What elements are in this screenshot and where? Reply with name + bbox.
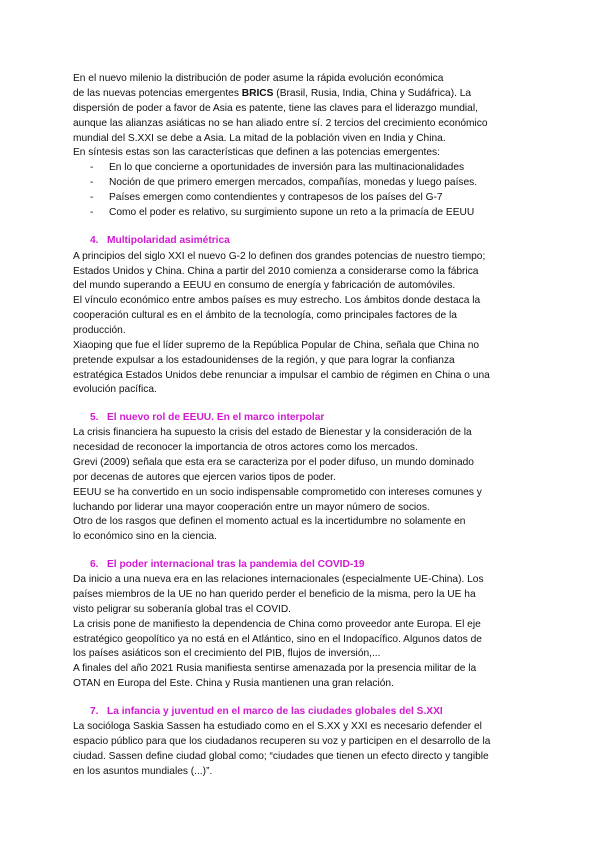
paragraph-line: La crisis financiera ha supuesto la crisis del estado de Bienestar y la consideración de la (73, 427, 472, 438)
brics-term: BRICS (241, 88, 274, 99)
paragraph-line: mundial del S.XXI se debe a Asia. La mitad de la población viven en India y China. (73, 133, 446, 144)
paragraph-line: Grevi (2009) señala que esta era se caracteriza por el poder difuso, un mundo dominado (73, 457, 474, 468)
text-run: (Brasil, Rusia, India, China y Sudáfrica). La (273, 88, 472, 99)
bullet-item: Países emergen como contendientes y contrapesos de los países del G-7 (109, 192, 443, 203)
bullet-marker: - (90, 207, 94, 218)
paragraph-line: estratégica Estados Unidos debe renunciar a impulsar el cambio de régimen en China o una (73, 370, 490, 381)
paragraph-line: por decenas de autores que ejercen varios tipos de poder. (73, 472, 336, 483)
paragraph-line: cooperación cultural es en el ámbito de la tecnología, como principales factores de la (73, 310, 457, 321)
paragraph-line: Da inicio a una nueva era en las relaciones internacionales (especialmente UE-China). Los (73, 574, 484, 585)
paragraph-line: La crisis pone de manifiesto la dependencia de China como proveedor ante Europa. El eje (73, 619, 481, 630)
paragraph-line: lo económico sino en la ciencia. (73, 531, 217, 542)
bullet-item: En lo que concierne a oportunidades de inversión para las multinacionalidades (109, 162, 465, 173)
paragraph-line: La socióloga Saskia Sassen ha estudiado como en el S.XX y XXI es necesario defender el (73, 721, 482, 732)
bullet-marker: - (90, 177, 94, 188)
section-number: 4. (90, 235, 99, 246)
paragraph-line: Otro de los rasgos que definen el momento actual es la incertidumbre no solamente en (73, 516, 466, 527)
section-title: La infancia y juventud en el marco de las ciudades globales del S.XXI (107, 706, 443, 717)
paragraph-line: OTAN en Europa del Este. China y Rusia mantienen una gran relación. (73, 678, 394, 689)
section-title: Multipolaridad asimétrica (107, 235, 230, 246)
paragraph-line: evolución pacífica. (73, 384, 157, 395)
section-number: 5. (90, 412, 99, 423)
section-title: El nuevo rol de EEUU. En el marco interpolar (107, 412, 325, 423)
paragraph-line: El vínculo económico entre ambos países es muy estrecho. Los ámbitos donde destaca la (73, 295, 481, 306)
paragraph-line: espacio público para que los ciudadanos recuperen su voz y participen en el desarrollo de la (73, 736, 491, 747)
text-run: de las nuevas potencias emergentes (73, 88, 242, 99)
paragraph-line: En el nuevo milenio la distribución de poder asume la rápida evolución económica (73, 73, 444, 84)
bullet-item: Noción de que primero emergen mercados, compañías, monedas y luego países. (109, 177, 478, 188)
paragraph-line: Estados Unidos y China. China a partir del 2010 comienza a considerarse como la fábrica (73, 266, 479, 277)
paragraph-line: visto peligrar su soberanía global tras el COVID. (73, 604, 292, 615)
section-heading (90, 704, 443, 719)
paragraph-line: dispersión de poder a favor de Asia es patente, tiene las claves para el liderazgo mundial, (73, 103, 478, 114)
section-title: El poder internacional tras la pandemia del COVID-19 (107, 559, 365, 570)
paragraph-line: EEUU se ha convertido en un socio indispensable comprometido con intereses comunes y (73, 487, 482, 498)
bullet-marker: - (90, 192, 94, 203)
section-heading (90, 557, 365, 572)
paragraph-line: luchando por liderar una mayor cooperación entre un mayor número de socios. (73, 502, 430, 513)
paragraph-line: ciudad. Sassen define ciudad global como; “ciudades que tienen un efecto directo y tangible (73, 751, 489, 762)
paragraph-line: del mundo superando a EEUU en consumo de energía y fabricación de automóviles. (73, 280, 456, 291)
paragraph-line: aunque las alianzas asiáticas no se han aliado entre sí. 2 tercios del crecimiento económico (73, 118, 488, 129)
paragraph-line: En síntesis estas son las características que definen a las potencias emergentes: (73, 147, 440, 158)
paragraph-line: A finales del año 2021 Rusia manifiesta sentirse amenazada por la presencia militar de la (73, 663, 477, 674)
paragraph-line: necesidad de reconocer la importancia de otros actores como los mercados. (73, 442, 418, 453)
section-number: 7. (90, 706, 99, 717)
paragraph-line: pretende expulsar a los estadounidenses de la región, y que para lograr la confianza (73, 355, 455, 366)
bullet-item: Como el poder es relativo, su surgimiento supone un reto a la primacía de EEUU (109, 207, 475, 218)
section-heading (90, 233, 230, 248)
paragraph-line (73, 86, 471, 101)
section-number: 6. (90, 559, 99, 570)
bullet-marker: - (90, 162, 94, 173)
paragraph-line: producción. (73, 325, 126, 336)
paragraph-line: los países asiáticos son el crecimiento del PIB, flujos de inversión,... (73, 648, 381, 659)
paragraph-line: Xiaoping que fue el líder supremo de la República Popular de China, señala que China no (73, 340, 480, 351)
paragraph-line: A principios del siglo XXI el nuevo G-2 lo definen dos grandes potencias de nuestro tiempo; (73, 251, 486, 262)
section-heading (90, 410, 324, 425)
paragraph-line: países miembros de la UE no han querido perder el beneficio de la misma, pero la UE ha (73, 589, 476, 600)
paragraph-line: en los asuntos mundiales (...)”. (73, 766, 213, 777)
paragraph-line: estratégico geopolítico ya no está en el Atlántico, sino en el Indopacífico. Algunos datos de (73, 634, 482, 645)
